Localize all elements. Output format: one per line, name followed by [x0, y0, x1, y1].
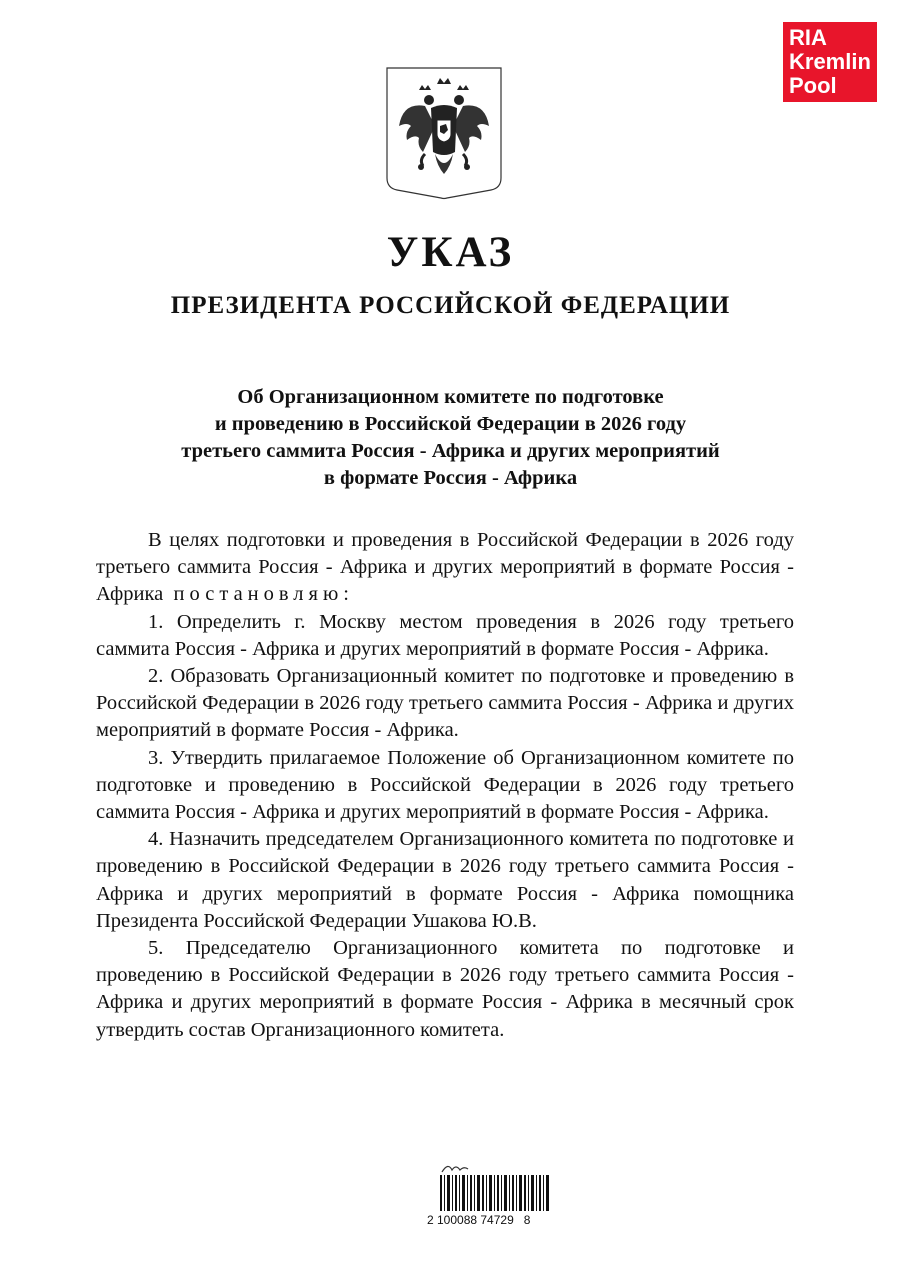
barcode-number: 2 100088 74729 8 — [427, 1213, 531, 1227]
heading-line: Об Организационном комитете по подготовке — [237, 386, 664, 408]
decree-paragraph-5: 5. Председателю Организационного комитета по подготовке и проведению в Российской Федерации в 2026 году третьего саммита Россия - Африка и других мероприятий в формате Россия - Африка в месячный срок утвердить состав Организационного комитета. — [96, 937, 794, 1041]
heading-line: третьего саммита Россия - Африка и других мероприятий — [181, 440, 720, 462]
watermark-line-3: Pool — [789, 73, 837, 98]
decree-paragraph-2: 2. Образовать Организационный комитет по подготовке и проведению в Российской Федерации в 2026 году третьего саммита Россия - Африка и других мероприятий в формате Россия - Африка. — [96, 665, 794, 742]
watermark-line-2: Kremlin — [789, 49, 871, 74]
decree-word: постановляю: — [173, 583, 354, 606]
preamble-text: В целях подготовки и проведения в Российской Федерации в 2026 году третьего саммита Россия - Африка и других мероприятий в формате Россия - Африка — [96, 529, 794, 606]
decree-paragraph-4: 4. Назначить председателем Организационного комитета по подготовке и проведению в Российской Федерации в 2026 году третьего саммита Россия - Африка и других мероприятий в формате Россия - Африка помощника Президента Российской Федерации Ушакова Ю.В. — [96, 828, 794, 932]
decree-title: УКАЗ — [386, 229, 515, 276]
decree-paragraph-3: 3. Утвердить прилагаемое Положение об Организационном комитете по подготовке и проведению в Российской Федерации в 2026 году третьего саммита Россия - Африка и других мероприятий в формате Россия - Африка. — [96, 746, 794, 824]
decree-heading — [120, 384, 781, 492]
heading-line: и проведению в Российской Федерации в 2026 году — [214, 413, 687, 435]
decree-paragraph-1: 1. Определить г. Москву местом проведения в 2026 году третьего саммита Россия - Африка и других мероприятий в формате Россия - Африка. — [96, 610, 794, 660]
decree-body — [96, 527, 794, 1044]
watermark-line-1: RIA — [789, 25, 827, 50]
decree-subtitle: ПРЕЗИДЕНТА РОССИЙСКОЙ ФЕДЕРАЦИИ — [170, 292, 731, 319]
barcode-icon — [440, 1175, 550, 1215]
coat-of-arms-icon — [385, 66, 503, 200]
heading-line: в формате Россия - Африка — [323, 467, 578, 489]
preamble-paragraph — [96, 527, 794, 609]
initials-mark-icon — [440, 1160, 470, 1176]
ria-kremlin-pool-watermark — [783, 22, 877, 102]
